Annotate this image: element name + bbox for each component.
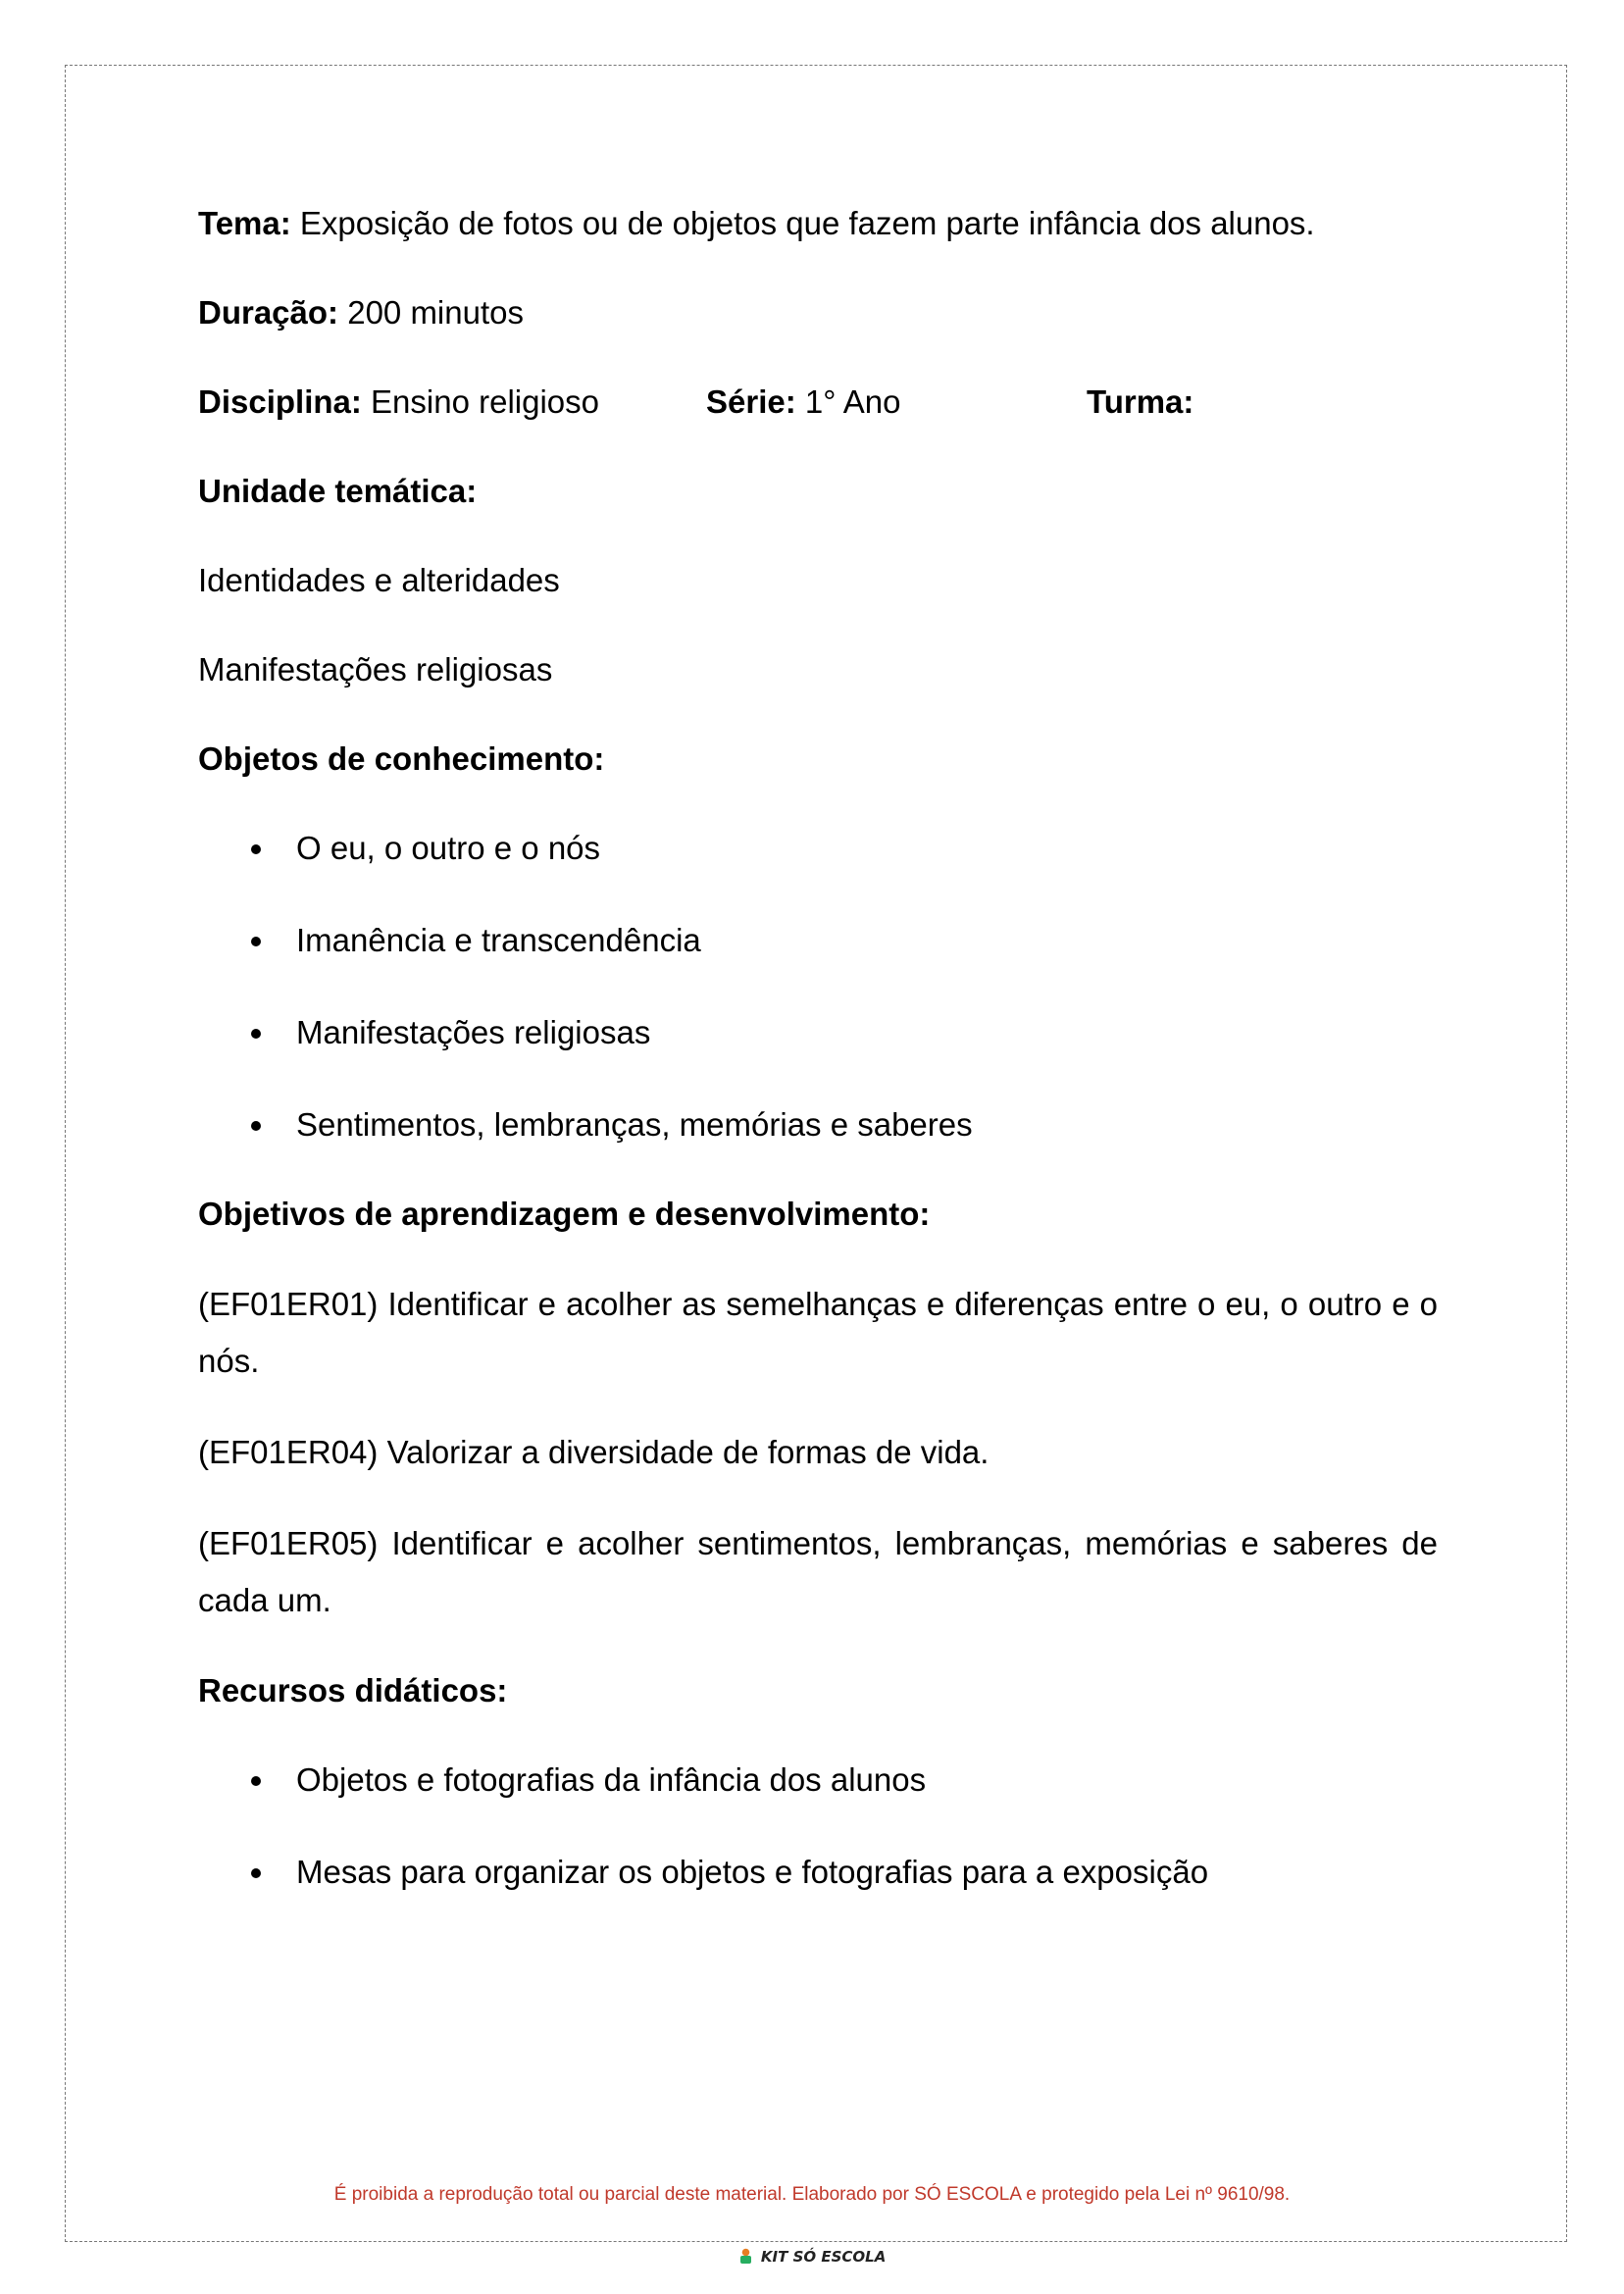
tema-label: Tema:: [198, 205, 291, 241]
objetos-list: [198, 821, 1438, 1152]
duracao-label: Duração:: [198, 294, 339, 331]
list-item-text: Mesas para organizar os objetos e fotografias para a exposição: [296, 1854, 1209, 1890]
list-item: [198, 1753, 1438, 1808]
recursos-heading: Recursos didáticos:: [198, 1672, 508, 1708]
disciplina-value: Ensino religioso: [371, 383, 600, 420]
disciplina-field: [198, 375, 706, 430]
serie-field: [706, 375, 1087, 430]
list-item: [198, 1005, 1438, 1060]
unidade-item: Identidades e alteridades: [198, 562, 560, 598]
bullet-icon: [251, 937, 261, 946]
bullet-icon: [251, 1029, 261, 1039]
bullet-icon: [251, 1868, 261, 1878]
recursos-list: [198, 1753, 1438, 1900]
list-item: [198, 1097, 1438, 1152]
tema-value: Exposição de fotos ou de objetos que fazem parte infância dos alunos.: [299, 205, 1315, 241]
brand-footer: [0, 2248, 1624, 2266]
list-item: [198, 821, 1438, 876]
bullet-icon: [251, 1776, 261, 1786]
duracao-value: 200 minutos: [347, 294, 524, 331]
list-item-text: Objetos e fotografias da infância dos alunos: [296, 1761, 927, 1798]
objetivo-item: (EF01ER05) Identificar e acolher sentimentos, lembranças, memórias e saberes de cada um.: [198, 1525, 1438, 1618]
duracao-line: [198, 285, 1438, 340]
bullet-icon: [251, 844, 261, 854]
list-item-text: Manifestações religiosas: [296, 1014, 651, 1050]
brand-name: KIT SÓ ESCOLA: [760, 2248, 887, 2266]
serie-label: Série:: [706, 383, 796, 420]
list-item-text: Imanência e transcendência: [296, 922, 701, 958]
objetivo-item: (EF01ER01) Identificar e acolher as semelhanças e diferenças entre o eu, o outro e o nós.: [198, 1286, 1438, 1379]
list-item-text: Sentimentos, lembranças, memórias e saberes: [296, 1106, 973, 1143]
unidade-item: Manifestações religiosas: [198, 651, 553, 688]
list-item: [198, 913, 1438, 968]
disciplina-row: [198, 375, 1438, 430]
objetos-heading: Objetos de conhecimento:: [198, 740, 605, 777]
disciplina-label: Disciplina:: [198, 383, 362, 420]
school-logo-icon: [738, 2248, 753, 2265]
objetivo-item: (EF01ER04) Valorizar a diversidade de formas de vida.: [198, 1434, 990, 1470]
list-item-text: O eu, o outro e o nós: [296, 830, 601, 866]
copyright-notice: É proibida a reprodução total ou parcial deste material. Elaborado por SÓ ESCOLA e protegido pela Lei nº 9610/98.: [333, 2184, 1291, 2205]
lesson-plan: [198, 196, 1438, 1937]
serie-value: 1° Ano: [804, 383, 901, 420]
list-item: [198, 1845, 1438, 1900]
unidade-heading: Unidade temática:: [198, 473, 478, 509]
objetivos-heading: Objetivos de aprendizagem e desenvolvimento:: [198, 1196, 931, 1232]
turma-field: [1087, 375, 1193, 430]
tema-line: [198, 196, 1438, 251]
bullet-icon: [251, 1121, 261, 1131]
turma-label: Turma:: [1087, 383, 1194, 420]
